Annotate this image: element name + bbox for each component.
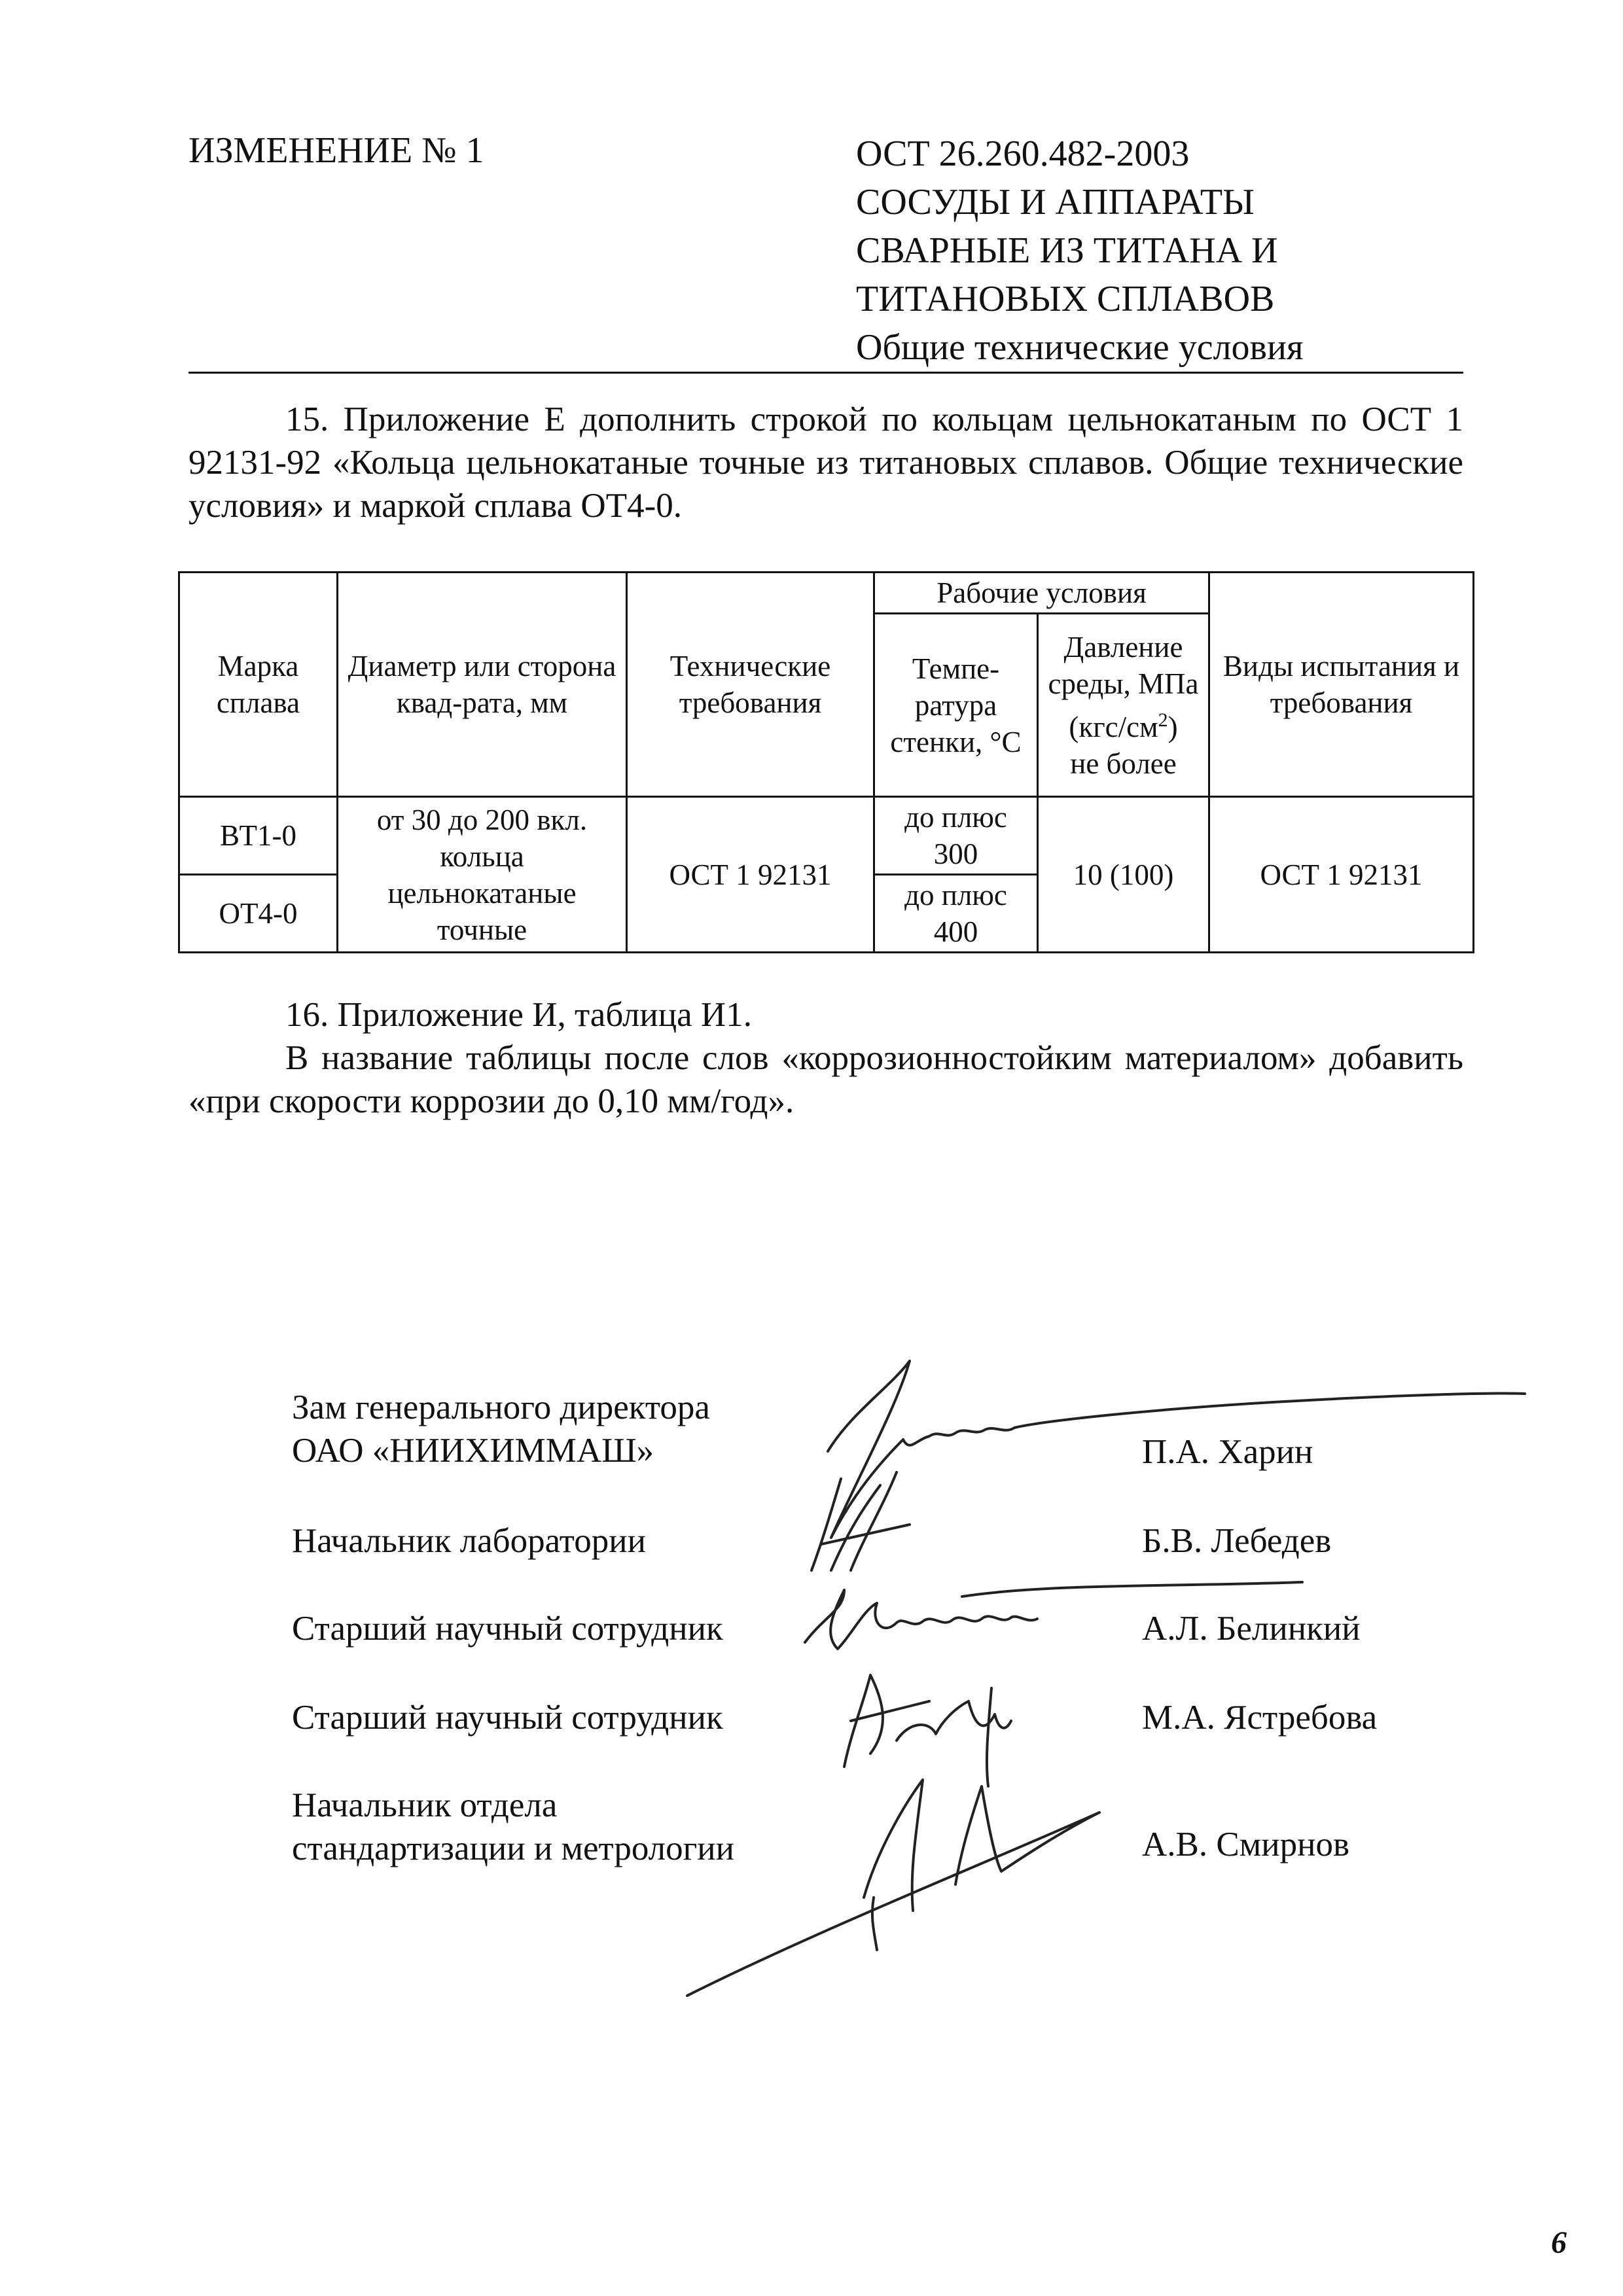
- signature-belinky-icon: [805, 1582, 1302, 1649]
- position-line: Начальник лаборатории: [292, 1522, 646, 1560]
- position-line: Начальник отдела: [292, 1786, 558, 1824]
- position-line: ОАО «НИИХИММАШ»: [292, 1432, 654, 1470]
- position-line: Старший научный сотрудник: [292, 1610, 723, 1648]
- standard-title-line-1: СОСУДЫ И АППАРАТЫ: [856, 182, 1255, 222]
- pressure-cell: 10 (100): [1038, 797, 1209, 953]
- grade-cell: ОТ4-0: [179, 875, 338, 953]
- signature-yastrebova-icon: [844, 1675, 1011, 1786]
- signatory-2-name: Б.В. Лебедев: [1142, 1522, 1332, 1560]
- temperature-cell: до плюс 300: [874, 797, 1038, 875]
- position-line: стандартизации и метрологии: [292, 1829, 735, 1867]
- item-16-title: 16. Приложение И, таблица И1.: [285, 996, 752, 1034]
- signature-smirnov-icon: [687, 1780, 1099, 1996]
- tests-cell: ОСТ 1 92131: [1209, 797, 1474, 953]
- item-16-text: В название таблицы после слов «коррозионностойким материалом» добавить «при скорости коррозии до 0,10 мм/год».: [188, 1039, 1463, 1120]
- diameter-cell: от 30 до 200 вкл. кольца цельнокатаные точные: [338, 797, 627, 953]
- pressure-unit-sup: 2: [1158, 709, 1168, 731]
- item-15-text: 15. Приложение Е дополнить строкой по кольцам цельнокатаным по ОСТ 1 92131-92 «Кольца цельнокатаные точные из титановых сплавов. Общие технические условия» и маркой сплава ОТ4-0.: [188, 400, 1463, 525]
- signatory-3-name: А.Л. Белинкий: [1142, 1610, 1361, 1648]
- pressure-unit-end: ): [1168, 710, 1178, 743]
- standard-title-line-2: СВАРНЫЕ ИЗ ТИТАНА И: [856, 230, 1278, 271]
- pressure-unit-base: (кгс/см: [1069, 710, 1158, 743]
- header-working-conditions: Рабочие условия: [874, 573, 1209, 614]
- header-diameter: Диаметр или сторона квад-рата, мм: [338, 573, 627, 797]
- signatory-5-name: А.В. Смирнов: [1142, 1826, 1350, 1863]
- page-mark: 6: [1551, 2225, 1567, 2260]
- signature-kharin-icon: [828, 1361, 1525, 1538]
- header-tech-req: Технические требования: [627, 573, 874, 797]
- grade-cell: ВТ1-0: [179, 797, 338, 875]
- standard-subtitle: Общие технические условия: [856, 327, 1304, 368]
- standard-code: ОСТ 26.260.482-2003: [856, 133, 1190, 174]
- standard-title-line-3: ТИТАНОВЫХ СПЛАВОВ: [856, 279, 1275, 319]
- temperature-cell: до плюс 400: [874, 875, 1038, 953]
- pressure-limit: не более: [1070, 747, 1177, 780]
- header-grade: Марка сплава: [179, 573, 338, 797]
- position-line: Старший научный сотрудник: [292, 1699, 723, 1737]
- header-temperature: Темпе-ратура стенки, °С: [874, 614, 1038, 797]
- change-label: ИЗМЕНЕНИЕ № 1: [188, 130, 484, 171]
- tech-req-cell: ОСТ 1 92131: [627, 797, 874, 953]
- header-tests: Виды испытания и требования: [1209, 573, 1474, 797]
- signatory-4-name: М.А. Ястребова: [1142, 1699, 1378, 1737]
- signature-lebedev-icon: [812, 1472, 910, 1570]
- signatory-1-name: П.А. Харин: [1142, 1433, 1313, 1471]
- position-line: Зам генерального директора: [292, 1388, 710, 1426]
- pressure-main: Давление среды, МПа: [1048, 630, 1199, 700]
